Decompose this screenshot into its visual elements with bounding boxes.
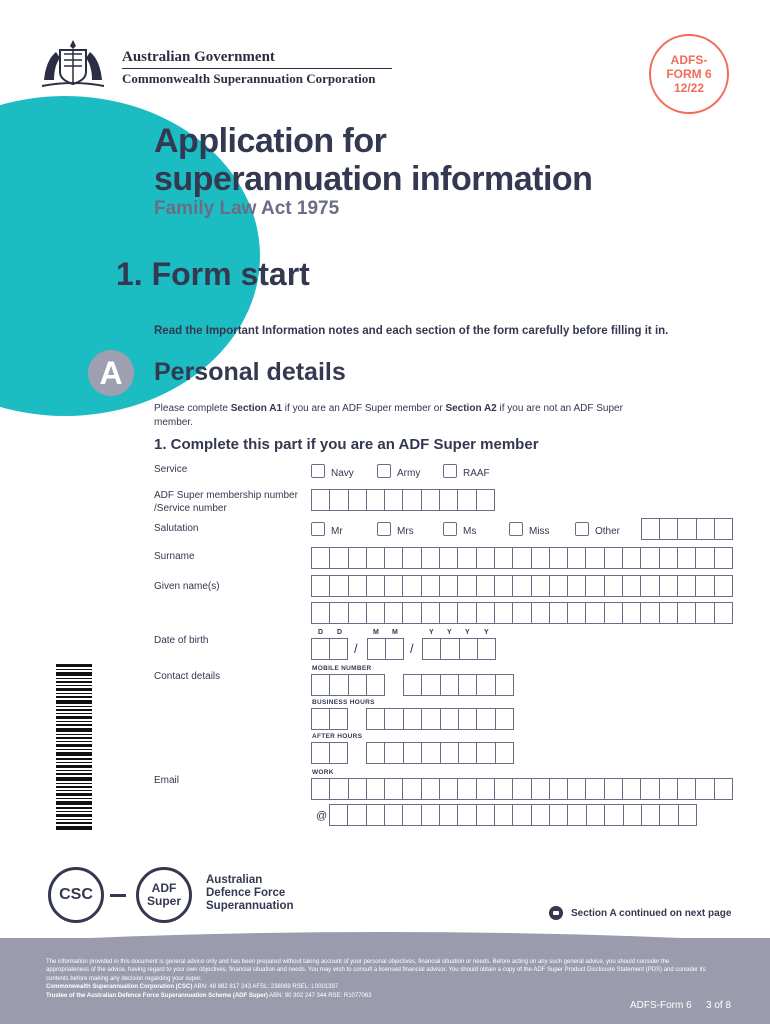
army-checkbox[interactable] [377,464,391,478]
dob-year-hint-1: Y [429,629,434,636]
dob-month-input[interactable] [367,638,404,660]
after-hours-area-code-input[interactable] [311,742,348,764]
membership-label [154,489,298,515]
form-code-badge [649,34,729,114]
trustee-abn: ABN: 90 302 247 344 RSE: R1077063 [267,992,372,999]
service-label: Service [154,464,188,475]
salutation-label: Salutation [154,523,199,534]
membership-label-line-1: ADF Super membership number [154,490,298,501]
dob-year-hint-3: Y [465,629,470,636]
navy-label: Navy [331,468,354,479]
part-1-heading: 1. Complete this part if you are an ADF Super member [154,436,539,453]
miss-label: Miss [529,526,550,537]
government-name: Australian Government [122,49,275,65]
adfs-name [206,874,316,913]
mrs-label: Mrs [397,526,414,537]
dob-year-hint-4: Y [484,629,489,636]
section-a-instructions [154,402,624,430]
ms-label: Ms [463,526,477,537]
arrow-circle-icon [549,906,563,920]
trustee-abn-line [46,992,706,1000]
email-user-input[interactable] [311,778,733,800]
given-names-input-line-2[interactable] [311,602,733,624]
email-label: Email [154,775,180,786]
csc-abn: ABN: 48 882 817 243 AFSL: 238069 RSEL: L0001397 [192,984,339,991]
surname-input[interactable] [311,547,733,569]
raaf-label: RAAF [463,468,490,479]
page-number: 3 of 8 [706,1000,732,1011]
dob-label: Date of birth [154,635,209,646]
other-checkbox[interactable] [575,522,589,536]
form-title [154,122,674,198]
mrs-checkbox[interactable] [377,522,391,536]
given-names-label: Given name(s) [154,581,220,592]
adfs-name-line-1: Australian [206,874,263,886]
trustee-name: Trustee of the Australian Defence Force Superannuation Scheme (ADF Super) [46,992,268,999]
section-a-badge: A [88,350,134,396]
dob-separator-1: / [354,641,358,656]
ms-checkbox[interactable] [443,522,457,536]
miss-checkbox[interactable] [509,522,523,536]
raaf-checkbox[interactable] [443,464,457,478]
business-area-code-input[interactable] [311,708,348,730]
dob-separator-2: / [410,641,414,656]
barcode-icon [56,664,92,830]
continued-text: Section A continued on next page [571,907,732,919]
form-id: ADFS-Form 6 [630,1000,692,1011]
surname-label: Surname [154,551,195,562]
mr-label: Mr [331,526,343,537]
form-title-line-1: Application for [154,122,387,160]
dob-month-hint-1: M [373,629,379,636]
after-hours-phone-input[interactable] [366,742,514,764]
agency-name: Commonwealth Superannuation Corporation [122,71,376,86]
dob-day-input[interactable] [311,638,348,660]
contact-details-label: Contact details [154,671,221,682]
header-divider [122,68,392,69]
intro-text: Read the Important Information notes and each section of the form carefully before filling it in. [154,325,669,337]
mr-checkbox[interactable] [311,522,325,536]
dob-day-hint-1: D [318,629,324,636]
other-salutation-input[interactable] [641,518,733,540]
csc-abn-line [46,983,706,991]
dob-month-hint-2: M [392,629,398,636]
disclaimer-text [46,958,706,1000]
form-title-line-2: superannuation information [154,160,593,198]
instr-prefix: Please complete [154,403,231,414]
continued-notice [549,906,731,920]
adf-super-logo [136,867,192,923]
disclaimer-paragraph: The information provided in this document is general advice only and has been prepared without taking account of your personal objectives, financial situation or needs. Before acting on any such general advice, you should consider the appropriateness of the advice, having regard to your own objectives, financial situation and needs. You may wish to consult a licensed financial advisor. You should obtain a copy of the ADF Super Product Disclosure Statement (PDS) and consider its contents before making any decision regarding your super. [46,959,706,982]
adfs-name-line-3: Superannuation [206,900,294,912]
instr-suffix: if you are not an ADF Super member. [154,403,623,428]
other-label: Other [595,526,621,537]
army-label: Army [397,468,421,479]
instr-a2: Section A2 [445,403,497,414]
dob-year-input[interactable] [422,638,496,660]
mobile-number-label: MOBILE NUMBER [312,665,372,672]
after-hours-label: AFTER HOURS [312,733,363,740]
work-email-label: WORK [312,769,334,776]
csc-name: Commonwealth Superannuation Corporation (CSC) [46,984,193,991]
form-subtitle: Family Law Act 1975 [154,198,340,219]
adf-logo-line-1: ADF [151,881,177,895]
given-names-input-line-1[interactable] [311,575,733,597]
membership-number-input[interactable] [311,489,495,511]
membership-label-line-2: /Service number [154,503,227,514]
adf-logo-line-2: Super [146,894,181,908]
logo-divider [110,894,126,897]
instr-mid: if you are an ADF Super member or [282,403,446,414]
business-phone-input[interactable] [366,708,514,730]
section-a-title: Personal details [154,358,346,386]
email-at-sign: @ [316,810,328,822]
section-heading: 1. Form start [116,256,310,292]
email-domain-input[interactable] [329,804,697,826]
mobile-prefix-input[interactable] [311,674,385,696]
badge-line-3: 12/22 [673,81,705,95]
mobile-number-input[interactable] [403,674,514,696]
csc-logo: CSC [48,867,104,923]
business-hours-label: BUSINESS HOURS [312,699,375,706]
instr-a1: Section A1 [230,403,283,414]
adfs-name-line-2: Defence Force [206,887,286,899]
badge-line-1: ADFS- [670,53,708,67]
dob-day-hint-2: D [337,629,343,636]
navy-checkbox[interactable] [311,464,325,478]
badge-line-2: FORM 6 [666,67,712,81]
coat-of-arms-icon [38,36,108,92]
dob-year-hint-2: Y [447,629,452,636]
